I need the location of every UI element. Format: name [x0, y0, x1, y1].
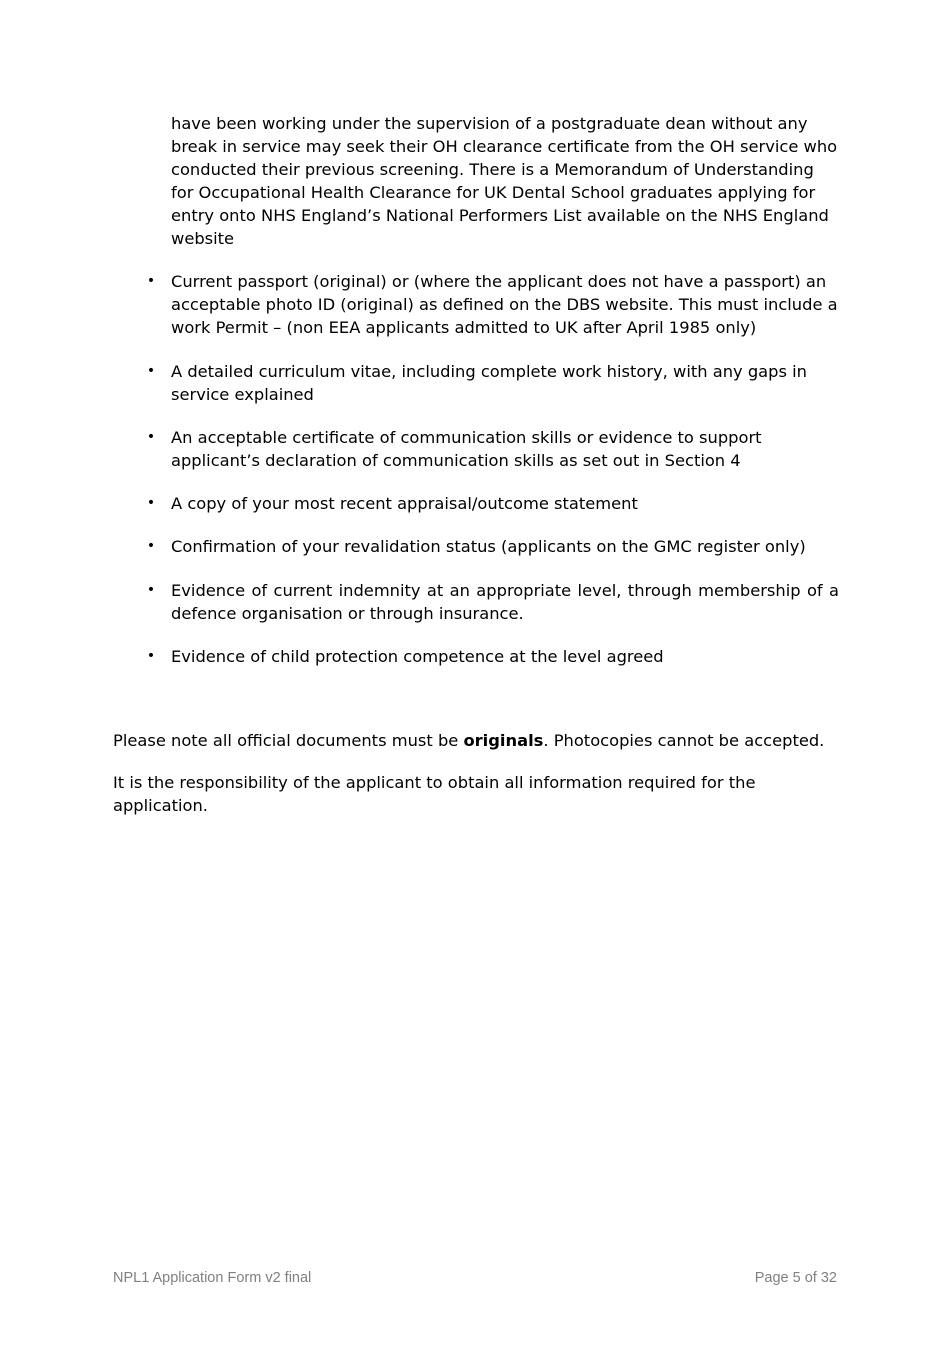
bullet-icon: •: [146, 363, 156, 379]
note-text-before: Please note all official documents must be: [113, 731, 464, 750]
originals-note: [113, 729, 833, 752]
list-item-text: Confirmation of your revalidation status (applicants on the GMC register only): [171, 537, 806, 556]
list-item-text: Current passport (original) or (where the applicant does not have a passport) an acceptable photo ID (original) as defined on the DBS website. This must include a work Permit – (non EEA applicants admitted to UK after April 1985 only): [171, 272, 838, 337]
bullet-icon: •: [146, 495, 156, 511]
responsibility-paragraph: It is the responsibility of the applicant to obtain all information required for the application.: [113, 773, 756, 815]
bullet-icon: •: [146, 273, 156, 289]
note-emphasis: originals: [463, 731, 544, 750]
bullet-icon: •: [146, 538, 156, 554]
bullet-icon: •: [146, 429, 156, 445]
footer-page-number: Page 5 of 32: [754, 1270, 837, 1286]
list-item-text: A detailed curriculum vitae, including complete work history, with any gaps in service explained: [171, 362, 807, 404]
list-item-text: Evidence of child protection competence at the level agreed: [171, 647, 664, 666]
list-item-text: An acceptable certificate of communication skills or evidence to support applicant’s declaration of communication skills as set out in Section 4: [171, 428, 762, 470]
list-item-text: A copy of your most recent appraisal/outcome statement: [171, 494, 638, 513]
footer-document-title: NPL1 Application Form v2 final: [113, 1270, 312, 1286]
note-text-after: . Photocopies cannot be accepted.: [543, 731, 825, 750]
continuation-paragraph: have been working under the supervision of a postgraduate dean without any break in service may seek their OH clearance certificate from the OH service who conducted their previous screening. There is a Memorandum of Understanding for Occupational Health Clearance for UK Dental School graduates applying for entry onto NHS England’s National Performers List available on the NHS England website: [171, 114, 838, 248]
list-item-text: Evidence of current indemnity at an appropriate level, through membership of a defence organisation or through insurance.: [171, 581, 839, 623]
bullet-icon: •: [146, 648, 156, 664]
bullet-icon: •: [146, 582, 156, 598]
